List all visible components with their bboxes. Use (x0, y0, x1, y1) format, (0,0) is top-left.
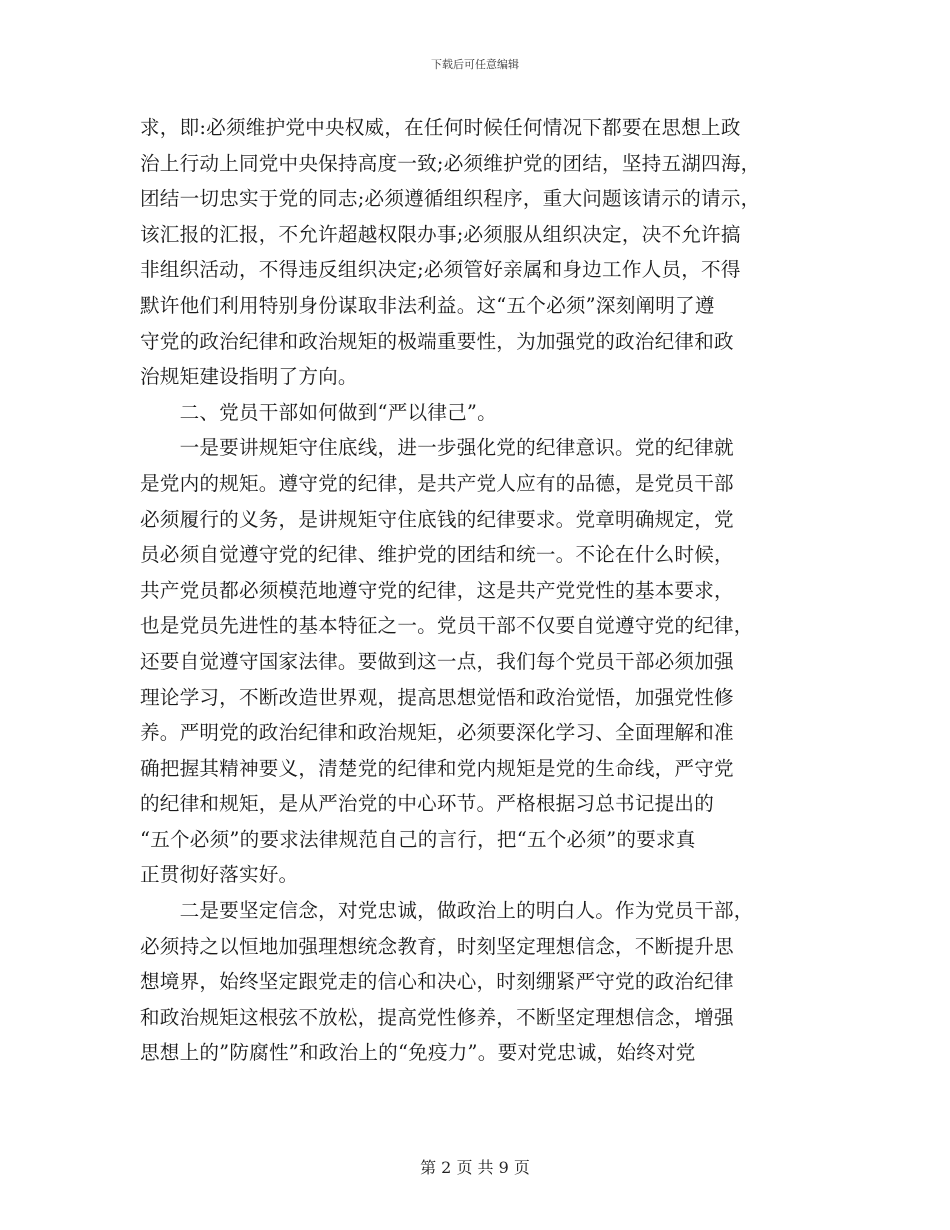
text-line: 一是要讲规矩守住底线，进一步强化党的纪律意识。党的纪律就 (140, 436, 734, 460)
text-line: “五个必须”的要求法律规范自己的言行，把“五个必须”的要求真 (140, 827, 696, 851)
text-line: 确把握其精神要义，清楚党的纪律和党内规矩是党的生命线，严守党 (140, 756, 734, 780)
text-line: 思想上的”防腐性”和政治上的“免疫力”。要对党忠诚，始终对党 (140, 1041, 696, 1065)
text-line: 该汇报的汇报，不允许超越权限办事;必须服从组织决定，决不允许搞 (140, 222, 741, 246)
text-line: 理论学习，不断改造世界观，提高思想觉悟和政治觉悟，加强党性修 (140, 685, 734, 709)
text-line: 求，即:必须维护党中央权威，在任何时候任何情况下都要在思想上政 (140, 116, 741, 139)
text-line: 员必须自觉遵守党的纪律、维护党的团结和统一。不论在什么时候， (140, 543, 734, 567)
text-line: 治上行动上同党中央保持高度一致;必须维护党的团结，坚持五湖四海， (140, 151, 761, 175)
text-line: 非组织活动，不得违反组织决定;必须管好亲属和身边工作人员，不得 (140, 258, 741, 282)
text-line: 和政治规矩这根弦不放松，提高党性修养，不断坚定理想信念，增强 (140, 1005, 734, 1029)
text-line: 共产党员都必须模范地遵守党的纪律，这是共产党党性的基本要求， (140, 578, 734, 602)
text-line: 必须履行的义务，是讲规矩守住底钱的纪律要求。党章明确规定，党 (140, 507, 734, 531)
text-line: 必须持之以恒地加强理想统念教育，时刻坚定理想信念，不断提升思 (140, 934, 734, 958)
section-heading: 二、党员干部如何做到“严以律己”。 (140, 400, 497, 424)
text-line: 守党的政治纪律和政治规矩的极端重要性，为加强党的政治纪律和政 (140, 329, 734, 353)
text-line: 也是党员先进性的基本特征之一。党员干部不仅要自觉遵守党的纪律， (140, 614, 754, 638)
text-line: 养。严明党的政治纪律和政治规矩，必须要深化学习、全面理解和准 (140, 721, 734, 745)
text-line: 默许他们利用特别身份谋取非法利益。这“五个必须”深刻阐明了遵 (140, 293, 715, 317)
text-line: 二是要坚定信念，对党忠诚，做政治上的明白人。作为党员干部， (140, 899, 754, 923)
document-body (140, 110, 820, 1071)
text-line: 治规矩建设指明了方向。 (140, 365, 358, 389)
text-line: 还要自觉遵守国家法律。要做到这一点，我们每个党员干部必须加强 (140, 649, 734, 673)
page-number-footer: 第 2 页 共 9 页 (420, 1158, 530, 1177)
text-line: 是党内的规矩。遵守党的纪律，是共产党人应有的品德，是党员干部 (140, 471, 734, 495)
page-header: 下载后可任意编辑 (431, 58, 519, 71)
text-line: 的纪律和规矩，是从严治党的中心环节。严格根据习总书记提出的 (140, 792, 715, 816)
text-line: 正贯彻好落实好。 (140, 863, 299, 887)
text-line: 团结一切忠实于党的同志;必须遵循组织程序，重大问题该请示的请示， (140, 187, 761, 211)
text-line: 想境界，始终坚定跟党走的信心和决心，时刻绷紧严守党的政治纪律 (140, 970, 734, 994)
